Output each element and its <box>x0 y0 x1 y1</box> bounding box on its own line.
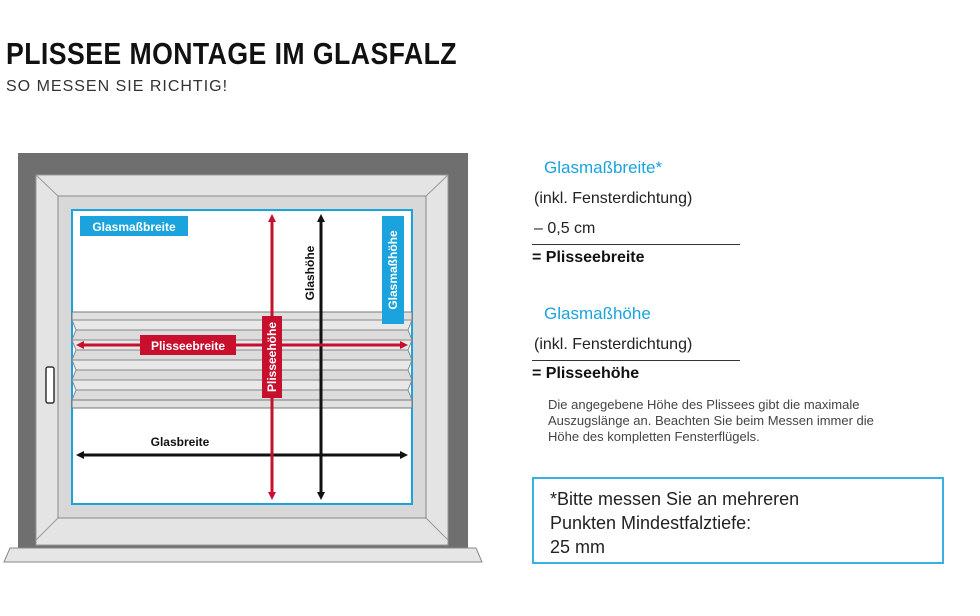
window-sill <box>4 548 482 562</box>
glasmasshoehe-result: = Plisseehöhe <box>532 365 640 382</box>
hint-line1: *Bitte messen Sie an mehreren <box>550 489 800 509</box>
glasmasshoehe-rule <box>532 360 740 361</box>
glasmassbreite-label: Glasmaßbreite <box>92 220 176 234</box>
height-note-line3: Höhe des kompletten Fensterflügels. <box>548 429 760 444</box>
measurement-hint-box <box>532 477 944 564</box>
glasmasshoehe-label: Glasmaßhöhe <box>386 230 400 310</box>
page-title: PLISSEE MONTAGE IM GLASFALZ <box>6 36 458 71</box>
glasmasshoehe-line1: (inkl. Fensterdichtung) <box>534 336 693 353</box>
height-note <box>548 397 968 445</box>
glasmassbreite-rule <box>532 244 740 245</box>
pleated-blind <box>72 312 412 408</box>
glasmassbreite-block <box>532 158 747 267</box>
hint-line3: 25 mm <box>550 537 606 557</box>
plisseebreite-label: Plisseebreite <box>150 339 226 353</box>
glashoehe-label: Glashöhe <box>303 245 317 301</box>
glasmassbreite-title: Glasmaßbreite* <box>544 158 663 177</box>
window-handle <box>46 367 54 403</box>
height-note-line1: Die angegebene Höhe des Plissees gibt die maximale <box>548 397 860 412</box>
glasbreite-label: Glasbreite <box>150 435 210 449</box>
glasmassbreite-line1: (inkl. Fensterdichtung) <box>534 190 693 207</box>
height-note-line2: Auszugslänge an. Beachten Sie beim Messen immer die <box>548 413 874 428</box>
glasmassbreite-result: = Plisseebreite <box>532 249 645 266</box>
page-subtitle: SO MESSEN SIE RICHTIG! <box>6 78 229 95</box>
glasmassbreite-line2: – 0,5 cm <box>534 220 596 237</box>
plisseehoehe-label: Plisseehöhe <box>265 321 279 393</box>
glasmasshoehe-block <box>532 304 747 383</box>
glasmasshoehe-title: Glasmaßhöhe <box>544 304 651 323</box>
hint-line2: Punkten Mindestfalztiefe: <box>550 513 752 533</box>
